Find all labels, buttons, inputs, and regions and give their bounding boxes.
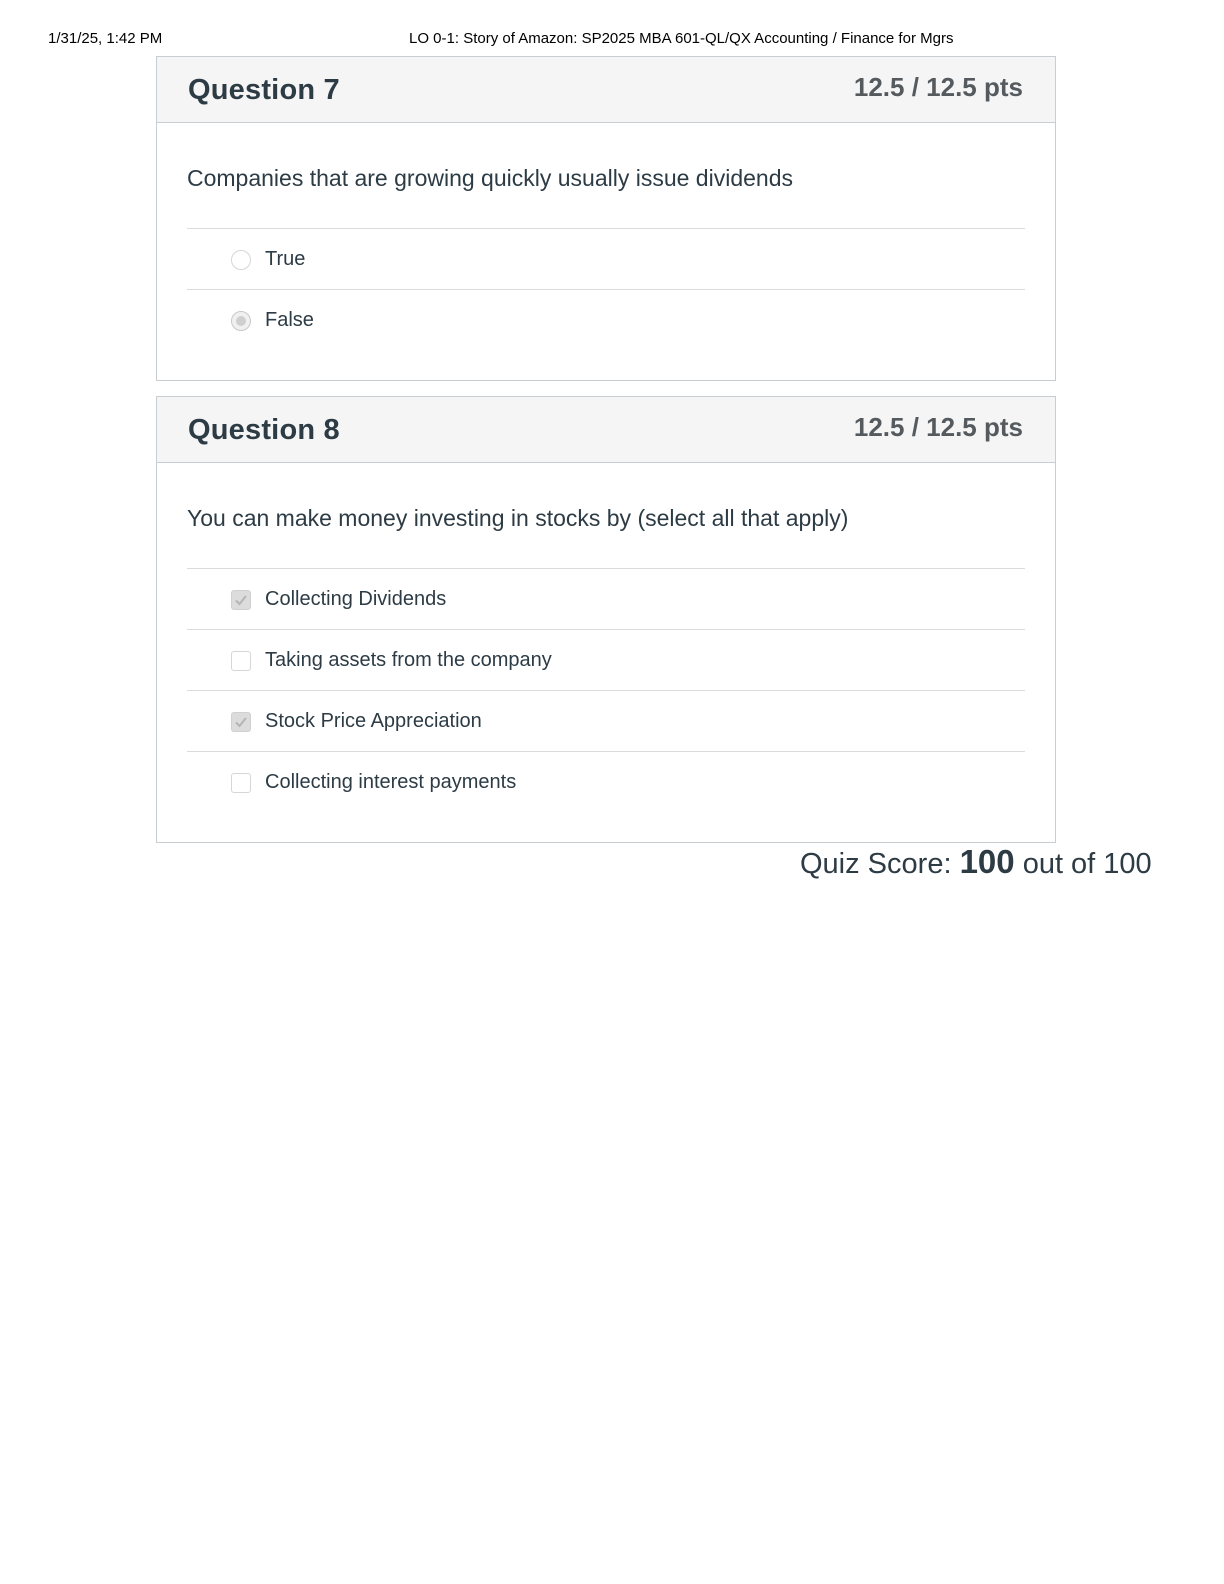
checkbox-checked[interactable] xyxy=(231,712,251,732)
answer-taking-assets[interactable] xyxy=(187,630,1025,691)
radio-button[interactable] xyxy=(231,250,251,270)
check-icon xyxy=(234,593,248,607)
answer-label: Stock Price Appreciation xyxy=(265,710,482,732)
answer-false[interactable] xyxy=(187,290,1025,350)
quiz-score-suffix: out of 100 xyxy=(1022,848,1152,880)
answer-collecting-dividends[interactable] xyxy=(187,569,1025,630)
question-header xyxy=(157,57,1055,123)
quiz-score-value: 100 xyxy=(959,843,1015,880)
question-text: Companies that are growing quickly usually issue dividends xyxy=(187,123,1025,229)
question-title: Question 7 xyxy=(188,74,340,106)
print-page-title: LO 0-1: Story of Amazon: SP2025 MBA 601-QL/QX Accounting / Finance for Mgrs xyxy=(409,30,954,47)
answer-collecting-interest[interactable] xyxy=(187,752,1025,812)
answer-label: Taking assets from the company xyxy=(265,649,552,671)
answer-label: Collecting Dividends xyxy=(265,588,447,610)
question-text: You can make money investing in stocks by (select all that apply) xyxy=(187,463,1025,569)
answer-true[interactable] xyxy=(187,229,1025,290)
checkbox[interactable] xyxy=(231,651,251,671)
answer-label: Collecting interest payments xyxy=(265,771,517,793)
answer-label: False xyxy=(265,309,314,331)
quiz-score xyxy=(800,843,1152,881)
radio-button-selected[interactable] xyxy=(231,311,251,331)
checkbox[interactable] xyxy=(231,773,251,793)
check-icon xyxy=(234,715,248,729)
question-body xyxy=(157,463,1055,812)
question-8 xyxy=(156,396,1056,843)
print-datetime: 1/31/25, 1:42 PM xyxy=(48,30,163,47)
question-header xyxy=(157,397,1055,463)
checkbox-checked[interactable] xyxy=(231,590,251,610)
question-7 xyxy=(156,56,1056,381)
print-header xyxy=(0,30,1224,50)
answer-stock-price-appreciation[interactable] xyxy=(187,691,1025,752)
quiz-score-prefix: Quiz Score: xyxy=(800,848,952,880)
question-points: 12.5 / 12.5 pts xyxy=(853,72,1023,102)
answer-label: True xyxy=(265,248,306,270)
question-body xyxy=(157,123,1055,350)
question-points: 12.5 / 12.5 pts xyxy=(853,412,1023,442)
question-title: Question 8 xyxy=(188,414,340,446)
